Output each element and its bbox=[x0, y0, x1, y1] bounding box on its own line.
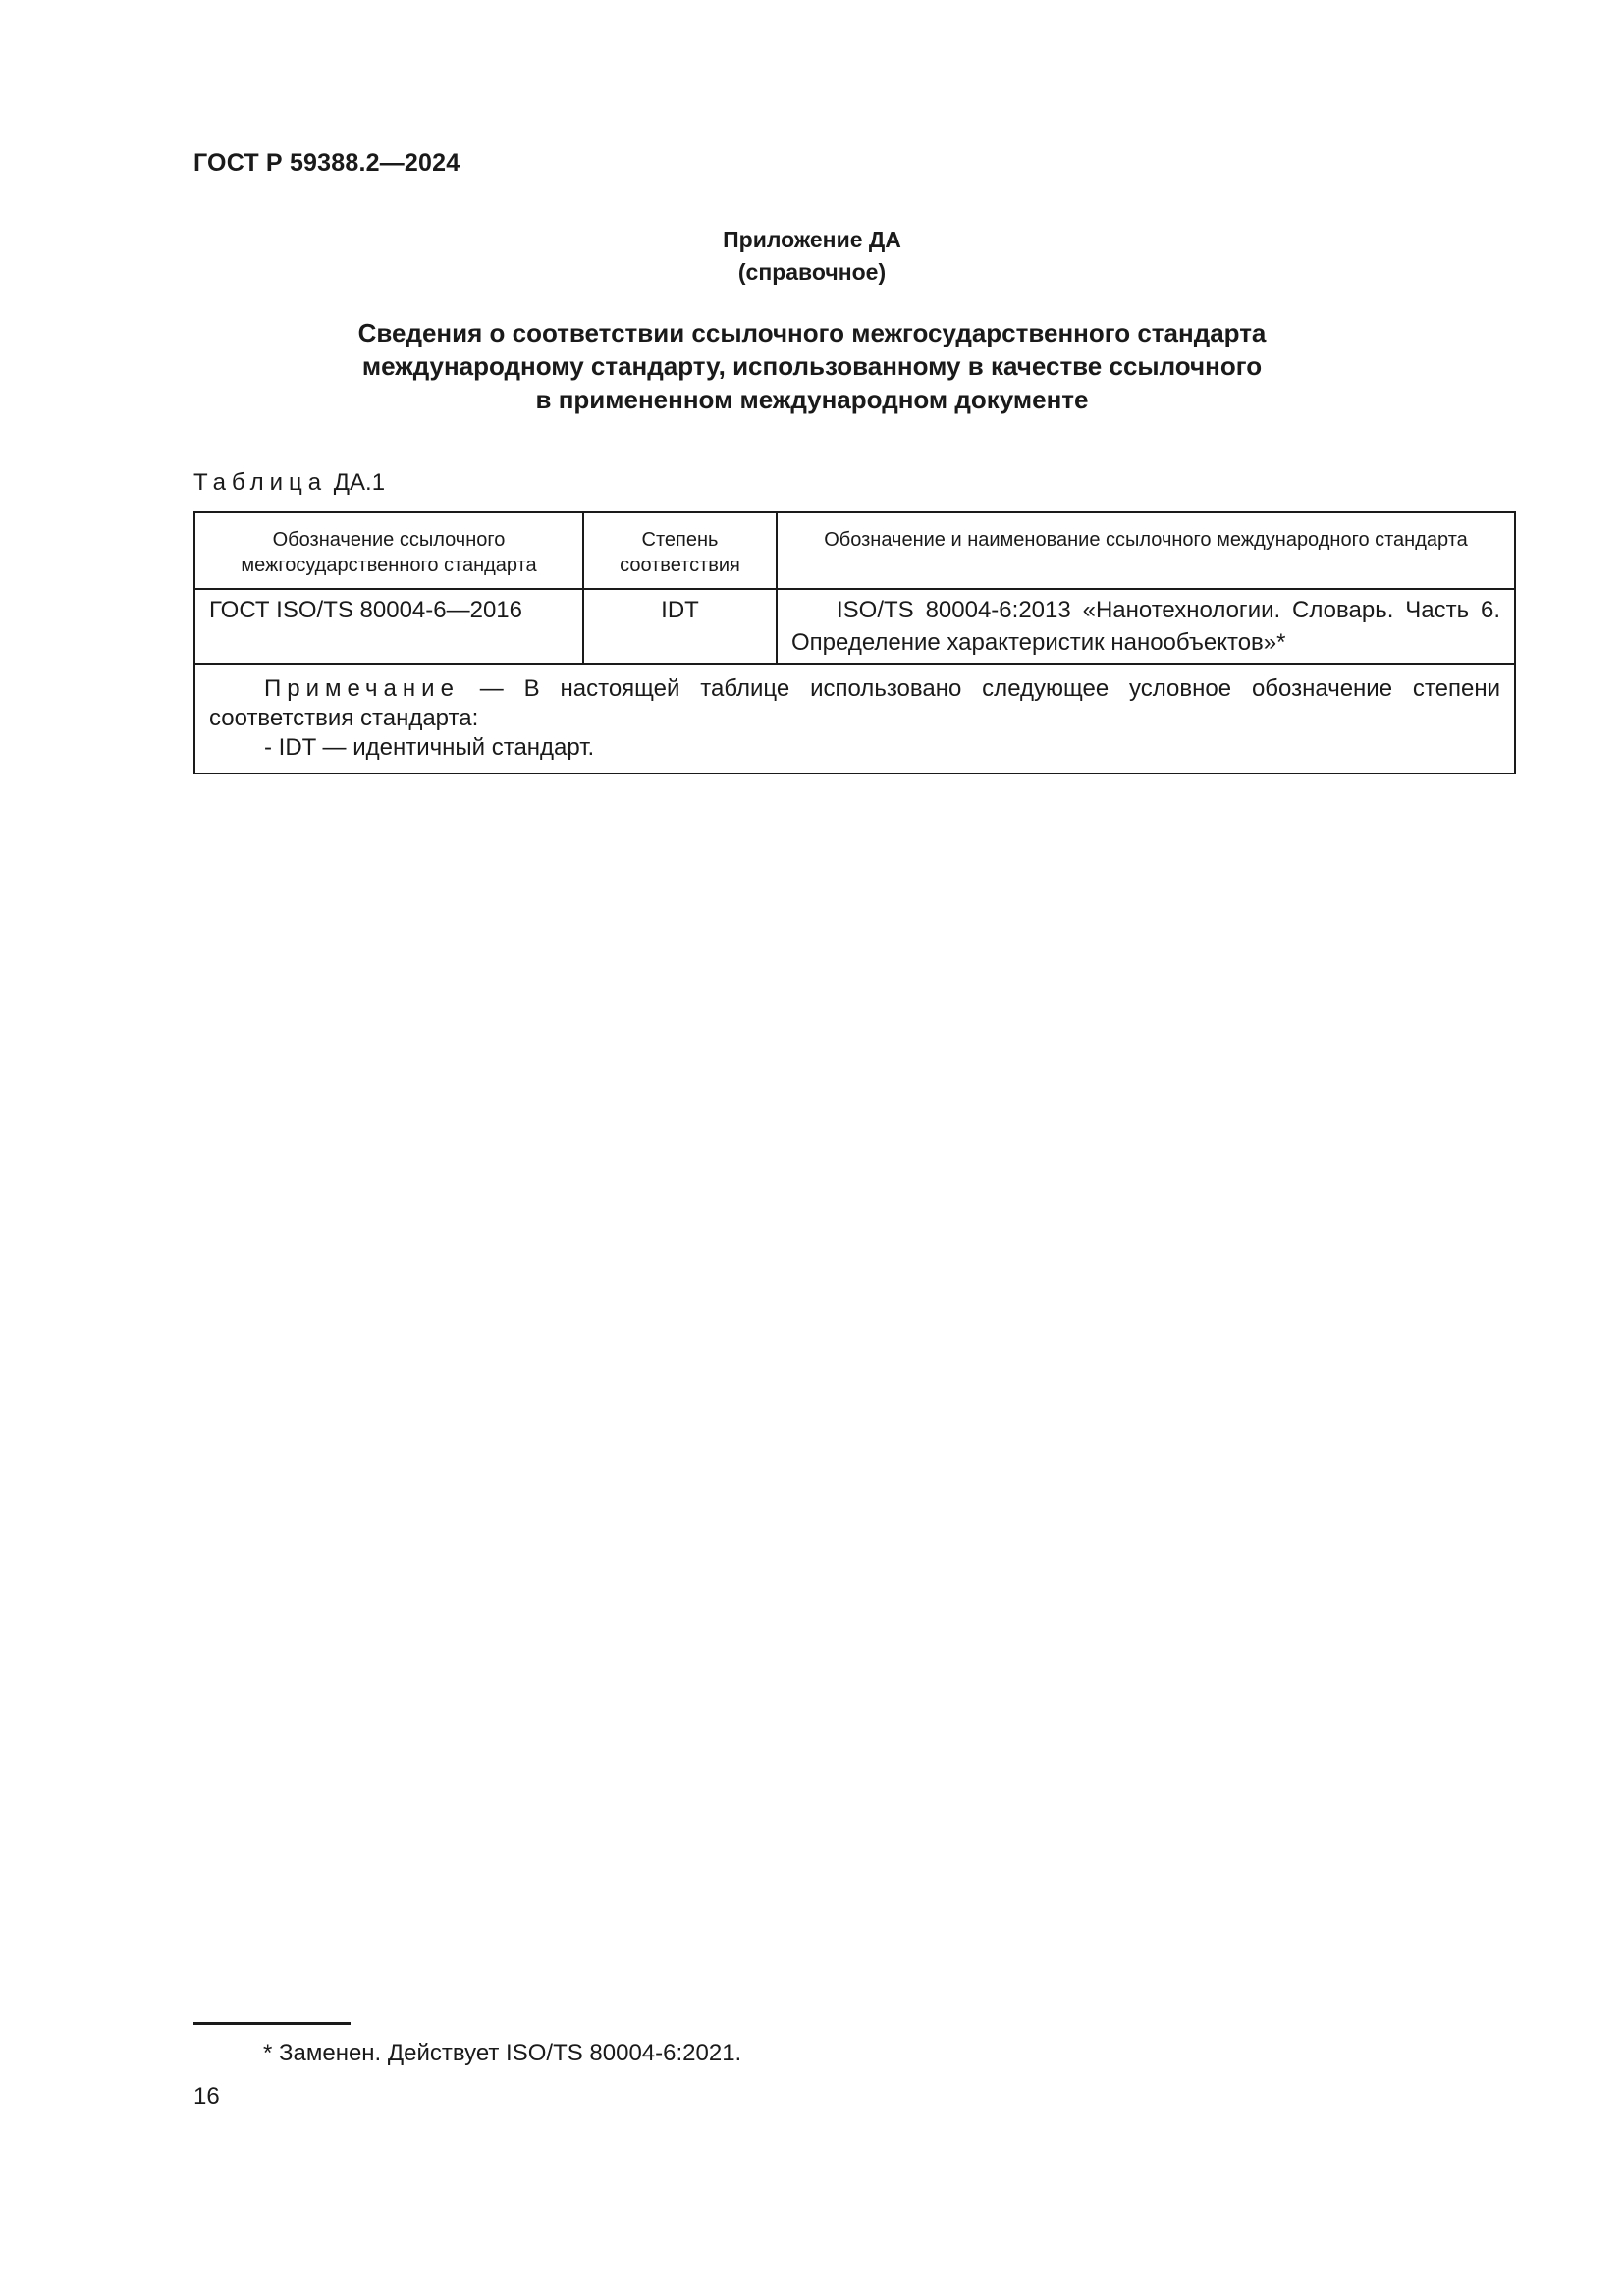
table-label-word: Таблица bbox=[193, 469, 328, 496]
section-title-line-1: Сведения о соответствии ссылочного межгосударственного стандарта bbox=[357, 318, 1267, 347]
appendix-kind: (справочное) bbox=[737, 259, 887, 285]
table-label-number: ДА.1 bbox=[333, 469, 386, 496]
cell-interstate-standard: ГОСТ ISO/TS 80004-6—2016 bbox=[194, 589, 583, 664]
appendix-title: Приложение ДА bbox=[723, 227, 901, 252]
table-row bbox=[194, 589, 1515, 664]
note-paragraph bbox=[209, 674, 1500, 733]
section-title bbox=[0, 316, 1624, 416]
table-note bbox=[194, 664, 1515, 774]
table-label bbox=[193, 469, 385, 497]
document-code: ГОСТ Р 59388.2—2024 bbox=[193, 149, 460, 177]
header-interstate-standard: Обозначение ссылочного межгосударственного стандарта bbox=[194, 512, 583, 589]
correspondence-table bbox=[193, 511, 1516, 774]
note-item: - IDT — идентичный стандарт. bbox=[264, 734, 595, 761]
footnote: * Заменен. Действует ISO/TS 80004-6:2021. bbox=[263, 2040, 742, 2066]
page-number: 16 bbox=[193, 2083, 220, 2109]
header-degree: Степень соответствия bbox=[583, 512, 777, 589]
note-label: Примечание bbox=[264, 675, 460, 702]
table-header-row bbox=[194, 512, 1515, 589]
cell-international-standard: ISO/TS 80004-6:2013 «Нанотехнологии. Словарь. Часть 6. Определение характеристик нанообъектов»* bbox=[777, 589, 1515, 664]
section-title-line-3: в примененном международном документе bbox=[535, 385, 1089, 414]
cell-degree: IDT bbox=[583, 589, 777, 664]
note-text: — В настоящей таблице использовано следующее условное обозначение степени соответствия стандарта: bbox=[209, 675, 1500, 731]
appendix-heading bbox=[0, 224, 1624, 289]
section-title-line-2: международному стандарту, использованному в качестве ссылочного bbox=[361, 351, 1263, 381]
table-note-row bbox=[194, 664, 1515, 774]
footnote-divider bbox=[193, 2022, 351, 2025]
header-international-standard: Обозначение и наименование ссылочного международного стандарта bbox=[777, 512, 1515, 589]
